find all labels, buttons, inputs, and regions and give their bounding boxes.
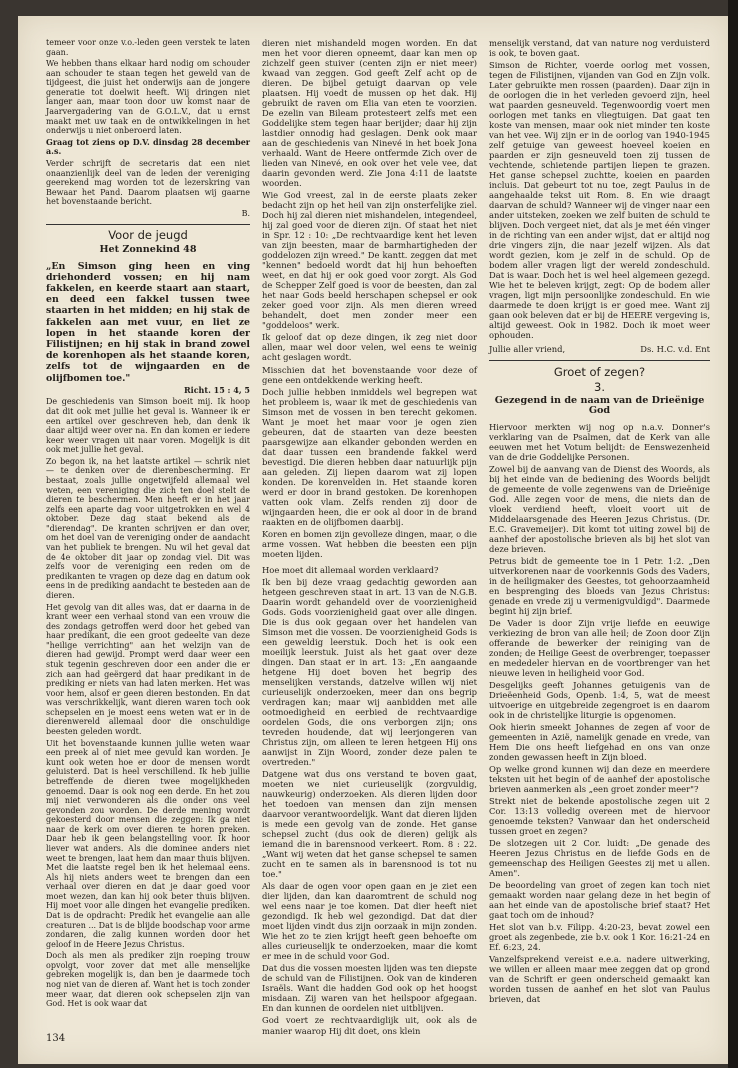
page-number: 134 (46, 1033, 66, 1044)
article-signature (489, 344, 710, 354)
intro-signature: B. (241, 208, 250, 218)
meeting-date-note: Graag tot ziens op D.V. dinsdag 28 december a.s. (46, 136, 250, 157)
body-paragraph: Zowel bij de aanvang van de Dienst des Woords, als bij het einde van de bediening des Woords belijdt de gemeente de volle zegenwens van de Drieënige God. Alle zegen voor de mens, die niets dan de vloek verdiend heeft, vloeit voort uit de Middelaarsgenade des Heeren Jezus Christus. (Dr. E.C. Gravemeijer). Dit komt tot uiting zowel bij de aanhef der apostolische brieven als bij het slot van deze brieven. (489, 463, 710, 554)
signature-author: Ds. H.C. v.d. Ent (640, 344, 710, 355)
body-paragraph: Dat dus die vossen moesten lijden was ten diepste de schuld van de Filistijnen. Ook van de kinderen Israëls. Want die hadden God ook op het hoogst misdaan. Zij waren van het heilspoor afgegaan. En dan kunnen de oordelen niet uitblijven. (262, 963, 477, 1014)
intro-paragraph: Verder schrijft de secretaris dat een niet onaanzienlijk deel van de leden der vereniging geerekend mag worden tot de lezerskring van Bewaar het Pand. Daarom plaatsen wij gaarne het bovenstaande bericht. (46, 158, 250, 207)
binding-edge (728, 0, 738, 1068)
body-paragraph: Hiervoor merkten wij nog op n.a.v. Donner's verklaring van de Psalmen, dat de Kerk van alle eeuwen met het Votum belijdt: de Eenswezenheid van de drie Goddelijke Personen. (489, 421, 710, 462)
column-middle (262, 38, 477, 1038)
body-paragraph: Misschien dat het bovenstaande voor deze of gene een ontdekkende werking heeft. (262, 364, 477, 385)
scripture-reference: Richt. 15 : 4, 5 (184, 384, 250, 395)
body-paragraph: De slotzegen uit 2 Cor. luidt: „De genade des Heeren Jezus Christus en de liefde Gods en de gemeenschap des Heiligen Geestes zij met u allen. Amen". (489, 838, 710, 879)
body-paragraph: Ik geloof dat op deze dingen, ik zeg niet door allen, maar wel door velen, wel eens te weinig acht geslagen wordt. (262, 332, 477, 363)
body-paragraph: menselijk verstand, dat van nature nog verduisterd is ook, te boven gaat. (489, 38, 710, 59)
body-paragraph: Als daar de ogen voor open gaan en je ziet een dier lijden, dan kan daaromtrent de schuld nog wel eens naar je toe komen. Dat dier heeft niet gezondigd. Ik heb wel gezondigd. Dat dat dier moet lijden vindt dus zijn oorzaak in mijn zonden. Wie het zo te zien krijgt heeft geen behoefte om alles curieuselijk te onderzoeken, maar die komt er mee in de schuld voor God. (262, 881, 477, 962)
section-divider (489, 360, 710, 361)
body-paragraph: Zo begon ik, na het laatste artikel — schrik niet — te denken over de dierenbescherming. Er bestaat, zoals jullie ongetwijfeld allemaal wel weten, een vereniging die zich ten doel stelt de dieren te beschermen. Men heeft er in het jaar zelfs een aparte dag voor uitgetrokken en wel 4 oktober. Deze dag staat bekend als de "dierendag". De kranten schrijven er dan over, om het doel van de vereniging onder de aandacht van het publiek te brengen. Nu wil het geval dat de 4e oktober dit jaar op zondag viel. Dit was zelfs voor de vereniging een reden om de predikanten te vragen op deze dag en datum ook eens in de prediking aandacht te besteden aan de dieren. (46, 456, 250, 600)
column-left (46, 38, 250, 1011)
magazine-page (18, 16, 730, 1064)
body-paragraph: Doch als men als prediker zijn roeping trouw opvolgt, voor zover dat met alle menselijke gebreken mogelijk is, dan ben je daarmede toch nog niet van de dieren af. Want het is toch zonder meer waar, dat dieren ook schepselen zijn van God. Het is ook waar dat (46, 951, 250, 1009)
body-paragraph: Uit het bovenstaande kunnen jullie weten waar een preek al of niet mee gevuld kan worden. Je kunt ook weten hoe er door de mensen wordt geluisterd. Dat is heel verschillend. Ik heb jullie betreffende de dieren twee mogelijkheden genoemd. Daar is ook nog een derde. En het zou mij niet verwonderen als die onder ons veel gevonden zou worden. De derde mening wordt gekoesterd door mensen die zeggen: Ik ga niet naar de kerk om over dieren te horen preken. Daar heb ik geen belangstelling voor. Ik hoor liever wat anders. Als die dominee anders niet weet te brengen, laat hem dan maar thuis blijven. Met die laatste regel ben ik het helemaal eens. Als hij niets anders weet te brengen dan een verhaal over dieren en dat je daar goed voor moet wezen, dan kan hij ook beter thuis blijven. Hij moet voor alle dingen het evangelie prediken. Dat is de opdracht: Predik het evangelie aan alle creaturen ... Dat is de blijde boodschap voor arme zondaren, die zalig kunnen worden door het geloof in de Heere Jezus Christus. (46, 738, 250, 949)
body-paragraph: Op welke grond kunnen wij dan deze en meerdere teksten uit het begin of de aanhef der apostolische brieven aanmerken als „een groet zonder meer"? (489, 764, 710, 795)
section-heading: Groet of zegen? (553, 365, 646, 380)
body-paragraph: Doch jullie hebben inmiddels wel begrepen wat het probleem is, waar ik met de geschiedenis van Simson met de vossen in ben terecht gekomen. Want je moet het maar voor je ogen zien gebeuren, dat de staarten van deze beesten paarsgewijze aan elkander gebonden werden en dat daar tussen een brandende fakkel werd bevestigd. Die dieren hebben daar natuurlijk pijn aan geleden. Zij liepen daarom wat zij lopen konden. De korenvelden in. Het staande koren werd er door in brand gestoken. De korenhopen vatten ook vlam. Zelfs renden zij door de wijngaarden heen, die er ook al door in de brand raakten en de olijfbomen daarbij. (262, 386, 477, 527)
body-paragraph: Desgelijks geeft Johannes getuigenis van de Drieëenheid Gods, Openb. 1:4, 5, wat de meest uitvoerige en uitgebreide zegengroet is en daarom ook in de christelijke liturgie is opgenomen. (489, 679, 710, 720)
column-right (489, 38, 710, 1006)
body-paragraph: Het slot van b.v. Filipp. 4:20-23, bevat zowel een groet als zegenbede, zie b.v. ook 1 Kor. 16:21-24 en Ef. 6:23, 24. (489, 922, 710, 953)
body-paragraph: Simson de Richter, voerde oorlog met vossen, tegen de Filistijnen, vijanden van God en Zijn volk. Later gebruikte men rossen (paarden). Daar zijn in de oorlogen die in het verleden gevoerd zijn, heel wat paarden gesneuveld. Tegenwoordig voert men oorlogen met tanks en vliegtuigen. Dat gaat ten koste van mensen, maar ook niet minder ten koste van het vee. Wij zijn er in de oorlog van 1940-1945 zelf getuige van geweest hoeveel koeien en paarden er zijn gesneuveld toen zij tussen de vechtende, schietende partijen liepen te grazen. Het ganse schepsel zuchtte, koeien en paarden incluis. Dat gebeurt tot nu toe, zegt Paulus in de aangehaalde tekst uit Rom. 8. En wie draagt daarvan de schuld? Wanneer wij de vinger naar een ander uitsteken, zoeken we zelf buiten de schuld te blijven. Doch vergeet niet, dat als je met één vinger in de richting van een ander wijst, dat er altijd nog drie vingers zijn, die naar jezelf wijzen. Als dat wordt gezien, kom je zelf in de schuld. Op de bodem aller vragen ligt der wereld zondeschuld. Dat is waar. Doch het is wel heel algemeen gezegd. Wie het te beleven krijgt, zegt: Op de bodem aller vragen, ligt mijn persoonlijke zondeschuld. En wie daarmede te doen krijgt is er goed mee. Want zij gaan ook beleven dat er bij de HEERE vergeving is, altijd geweest. Ook in 1982. Doch ik moet weer ophouden. (489, 60, 710, 341)
body-paragraph: Petrus bidt de gemeente toe in 1 Petr. 1:2. „Den uitverkorenen naar de voorkennis Gods des Vaders, in de heiligmaker des Geestes, tot gehoorzaamheid en besprenging des bloeds van Jezus Christus: genade en vrede zij u vermenigvuldigd". Daarmede begint hij zijn brief. (489, 555, 710, 616)
body-paragraph: Ik ben bij deze vraag gedachtig geworden aan hetgeen geschreven staat in art. 13 van de N.G.B. Daarin wordt gehandeld over de voorzienigheid Gods. Gods voorzienigheid gaat over alle dingen. Die is dus ook gegaan over het handelen van Simson met die vossen. De voorzienigheid Gods is een geweldig leerstuk. Doch het is ook een moeilijk leerstuk. Juist als het gaat over deze dingen. Dan staat er in art. 13: „En aangaande hetgene Hij doet boven het begrip des menselijken verstands, datzelve willen wij niet curieuselijk onderzoeken, meer dan ons begrip verdragen kan; maar wij aanbidden met alle ootmoedigheid en eerbied de rechtvaardige oordelen Gods, die ons verborgen zijn; ons tevreden houdende, dat wij leerjongeren van Christus zijn, om alleen te leren hetgeen Hij ons aanwijst in Zijn Woord, zonder deze palen te overtreden." (262, 576, 477, 768)
body-paragraph: Vanzelfsprekend vereist e.e.a. nadere uitwerking, we willen er alleen maar mee zeggen dat op grond van de Schrift er geen onderscheid gemaakt kan worden tussen de aanhef en het slot van Paulus brieven, dat (489, 954, 710, 1005)
section-subheading: Gezegend in de naam van de Drieënige God (494, 394, 705, 416)
body-paragraph: De Vader is door Zijn vrije liefde en eeuwige verkiezing de bron van alle heil; de Zoon door Zijn offerande de bewerker der reiniging van de zonden; de Heilige Geest de overbrenger, toepasser en mededeler hiervan en de voortbrenger van het nieuwe leven in heiligheid voor God. (489, 617, 710, 678)
body-paragraph: dieren niet mishandeld mogen worden. En dat men het voor dieren opneemt, daar kan men op zichzelf geen stuiver (centen zijn er niet meer) kwaad van zeggen. God geeft Zelf acht op de dieren. De bijbel getuigt daarvan op vele plaatsen. Hij voedt de mussen op het dak. Hij gebruikt de raven om Elia van eten te voorzien. De ezelin van Bileam protesteert zelfs met een Goddelijke stem tegen haar berijder; daar hij zijn lastdier onnodig had geslagen. Denk ook maar aan de geschiedenis van Ninevé in het boek Jona verhaald. Want de Heere ontfermde Zich over de lieden van Ninevé, en ook over het vele vee, dat daarin gevonden werd. Zie Jona 4:11 de laatste woorden. (262, 38, 477, 189)
intro-paragraph: temeer voor onze v.o.-leden geen verstek te laten gaan. (46, 38, 250, 57)
body-paragraph: Koren en bomen zijn gevolleze dingen, maar, o die arme vossen. Wat hebben die beesten een pijn moeten lijden. (262, 528, 477, 559)
intro-paragraph: We hebben thans elkaar hard nodig om schouder aan schouder te staan tegen het geweld van de tijdgeest, die juist het onderwijs aan de jongere generatie tot doelwit heeft. Wij dringen niet langer aan, maar toon door uw komst naar de Jaarvergadering van de G.O.L.V., dat u ernst maakt met uw taak en de ontwikkelingen in het onderwijs u niet onberoerd laten. (46, 59, 250, 136)
section-subheading: Het Zonnekind 48 (99, 243, 197, 255)
body-paragraph: Strekt niet de bekende apostolische zegen uit 2 Cor. 13:13 volledig overeen met de hiervoor genoemde teksten? Vanwaar dan het onderscheid tussen groet en zegen? (489, 796, 710, 837)
body-paragraph: De beoordeling van groet of zegen kan toch niet gemaakt worden naar gelang deze in het begin of aan het einde van de apostolische brief staat? Het gaat toch om de inhoud? (489, 880, 710, 921)
body-paragraph: Hoe moet dit allemaal worden verklaard? (262, 564, 439, 575)
scripture-quote: „En Simson ging heen en ving driehonderd vossen; en hij nam fakkelen, en keerde staart aan staart, en deed een fakkel tussen twee staarten in het midden; en hij stak de fakkelen aan met vuur, en liet ze lopen in het staande koren der Filistijnen; en hij stak in brand zowel de korenhopen als het staande koren, zelfs tot de wijngaarden en de olijfbomen toe." (46, 260, 250, 384)
section-heading: Voor de jeugd (108, 228, 188, 243)
body-paragraph: God voert ze rechtvaardiglijk uit, ook als de manier waarop Hij dit doet, ons klein (262, 1015, 477, 1036)
section-number: 3. (594, 379, 605, 394)
body-paragraph: De geschiedenis van Simson boeit mij. Ik hoop dat dit ook met jullie het geval is. Wanneer ik er een artikel over geschreven heb, dan denk ik daar altijd weer over na. En dan komen er iedere keer weer vragen uit naar voren. Mogelijk is dit ook met jullie het geval. (46, 397, 250, 455)
body-paragraph: Ook hierin smeekt Johannes de zegen af voor de gemeenten in Azië, namelijk genade en vrede, van Hem Die ons heeft liefgehad en ons van onze zonden gewassen heeft in Zijn bloed. (489, 722, 710, 763)
body-paragraph: Wie God vreest, zal in de eerste plaats zeker bedacht zijn op het heil van zijn onsterfelijke ziel. Doch hij zal dieren niet mishandelen, integendeel, hij zal goed voor de dieren zijn. Of staat het niet in Spr. 12 : 10: „De rechtvaardige kent het leven van zijn beesten, maar de barmhartigheden der goddelozen zijn wreed." De kantt. zeggen dat met "kennen" bedoeld wordt dat hij hun behoeften weet, en dat hij er ook goed voor zorgt. Als God de Schepper Zelf goed is voor de beesten, dan zal het naar Gods beeld herschapen schepsel er ook zeker goed voor zijn. Als men dieren wreed behandelt, doet men zonder meer een "goddeloos" werk. (262, 190, 477, 331)
section-divider (46, 224, 250, 225)
body-paragraph: Het gevolg van dit alles was, dat er daarna in de krant weer een verhaal stond van een vrouw die des zondags getroffen werd door het gebed van haar predikant, die een groot gedeelte van deze "heilige verrichting" aan het welzijn van de dieren had gewijd. Prompt werd daar weer een stuk tegenin geschreven door een ander die er zich aan had geërgerd dat haar predikant in de prediking er niets van had laten merken. Het was voor hem, alsof er geen dieren bestonden. En dat was verschrikkelijk, want dieren waren toch ook schepselen en je moest eens weten wat er in de dierenwereld allemaal door die onschuldige beesten geleden wordt. (46, 602, 250, 737)
signature-greeting: Jullie aller vriend, (489, 344, 566, 355)
body-paragraph: Datgene wat dus ons verstand te boven gaat, moeten we niet curieuselijk (zorgvuldig, nauwkeurig) onderzoeken. Als dieren lijden door het toedoen van mensen dan zijn mensen daarvoor verantwoordelijk. Want dat dieren lijden is mede een gevolg van de zonde. Het ganse schepsel zucht (dus ook de dieren) gelijk als iemand die in barensnood verkeert. Rom. 8 : 22. „Want wij weten dat het ganse schepsel te samen zucht en te samen als in barensnood is tot nu toe." (262, 769, 477, 880)
